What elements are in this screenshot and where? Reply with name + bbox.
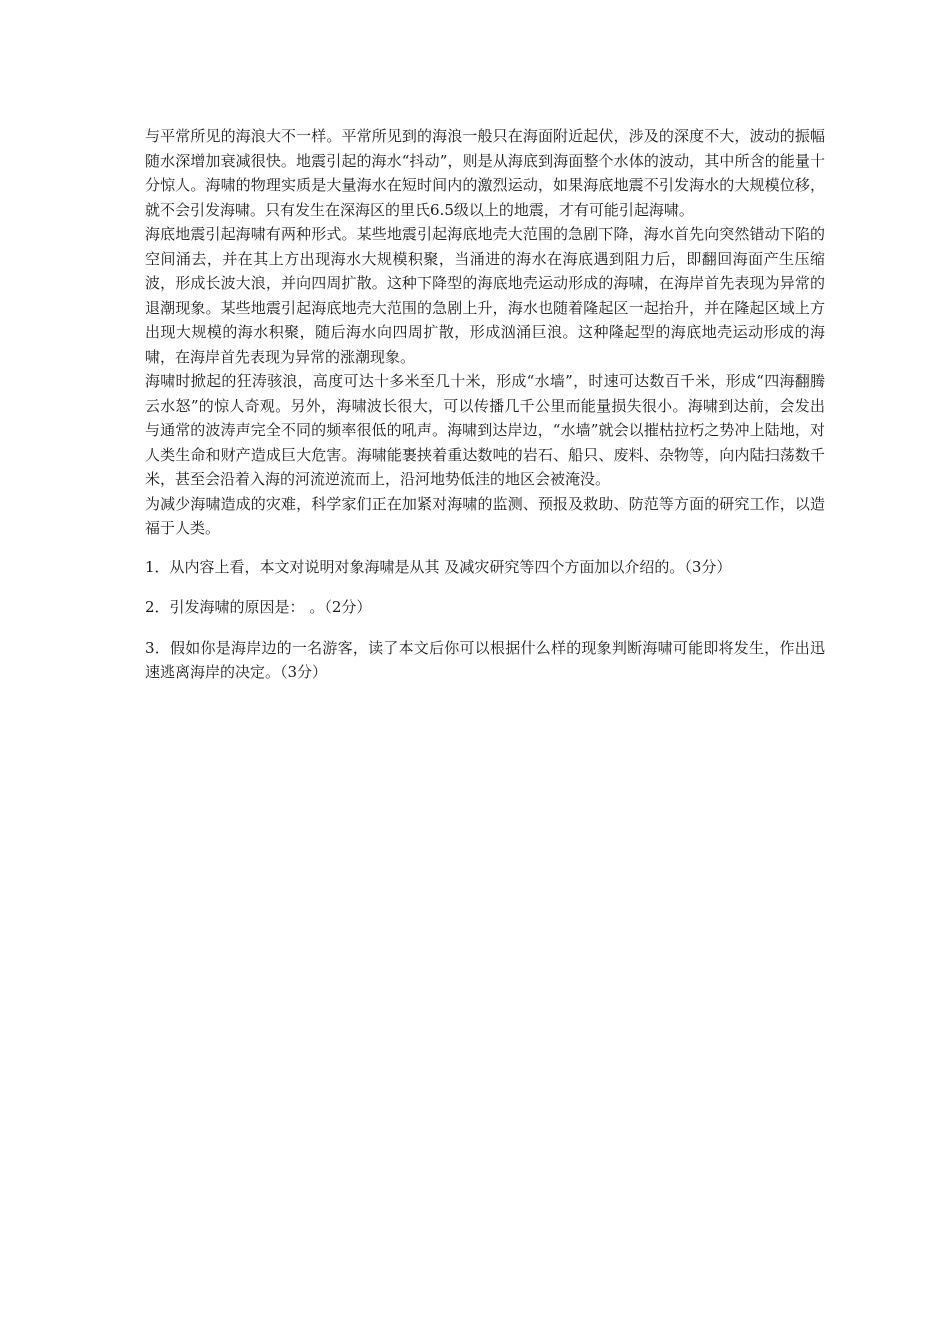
question-2: 2．引发海啸的原因是： 。（2分）	[145, 598, 372, 616]
article-paragraph-1: 与平常所见的海浪大不一样。平常所见到的海浪一般只在海面附近起伏，涉及的深度不大，波动的振幅随水深增加衰减很快。地震引起的海水“抖动”，则是从海底到海面整个水体的波动，其中所含的能量十分惊人。海啸的物理实质是大量海水在短时间内的激烈运动，如果海底地震不引发海水的大规模位移，就不会引发海啸。只有发生在深海区的里氏6.5级以上的地震，才有可能引起海啸。	[145, 127, 825, 219]
document-content	[145, 124, 825, 701]
article-paragraph-4: 为减少海啸造成的灾难，科学家们正在加紧对海啸的监测、预报及救助、防范等方面的研究工作，以造福于人类。	[145, 494, 825, 537]
article-paragraph-3: 海啸时掀起的狂涛骇浪，高度可达十多米至几十米，形成“水墙”，时速可达数百千米，形成“四海翻腾云水怒”的惊人奇观。另外，海啸波长很大，可以传播几千公里而能量损失很小。海啸到达前，会发出与通常的波涛声完全不同的频率很低的吼声。海啸到达岸边，“水墙”就会以摧枯拉朽之势冲上陆地，对人类生命和财产造成巨大危害。海啸能裹挟着重达数吨的岩石、船只、废料、杂物等，向内陆扫荡数千米，甚至会沿着入海的河流逆流而上，沿河地势低洼的地区会被淹没。	[145, 372, 825, 488]
article-body	[145, 124, 825, 541]
question-1: 1．从内容上看，本文对说明对象海啸是从其 及减灾研究等四个方面加以介绍的。（3分）	[145, 557, 732, 576]
question-list	[145, 555, 825, 685]
article-paragraph-2: 海底地震引起海啸有两种形式。某些地震引起海底地壳大范围的急剧下降，海水首先向突然错动下陷的空间涌去，并在其上方出现海水大规模积聚，当涌进的海水在海底遇到阻力后，即翻回海面产生压缩波，形成长波大浪，并向四周扩散。这种下降型的海底地壳运动形成的海啸，在海岸首先表现为异常的退潮现象。某些地震引起海底地壳大范围的急剧上升，海水也随着隆起区一起抬升，并在隆起区域上方出现大规模的海水积聚，随后海水向四周扩散，形成汹涌巨浪。这种隆起型的海底地壳运动形成的海啸，在海岸首先表现为异常的涨潮现象。	[145, 225, 825, 366]
question-3: 3．假如你是海岸边的一名游客，读了本文后你可以根据什么样的现象判断海啸可能即将发生，作出迅速逃离海岸的决定。（3分）	[145, 638, 825, 681]
